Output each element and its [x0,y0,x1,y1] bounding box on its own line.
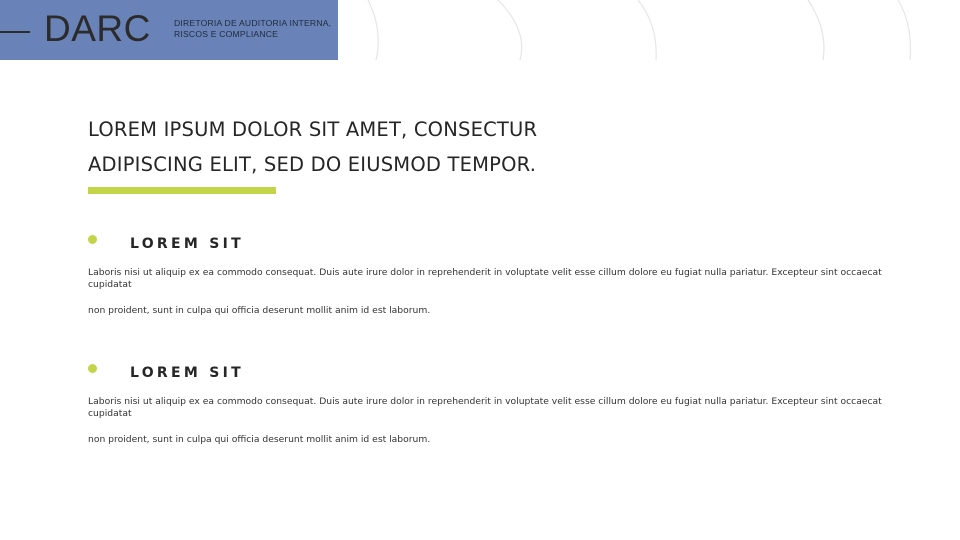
arc-line [498,0,522,60]
page-title [88,112,688,182]
section-paragraph: Laboris nisi ut aliquip ex ea commodo consequat. Duis aute irure dolor in reprehenderit in voluptate velit esse cillum dolore eu fugiat nulla pariatur. Excepteur sint occaecat cupidatat [88,267,882,290]
decorative-arcs [338,0,960,60]
arc-line [638,0,656,60]
section-heading: LOREM SIT [130,236,245,252]
logo: DARC [44,8,151,49]
section-heading: LOREM SIT [130,365,245,381]
title-underline-bar [88,187,276,194]
header-rule [0,31,30,33]
section-paragraph: non proident, sunt in culpa qui officia deserunt mollit anim id est laborum. [88,305,431,316]
section-body [88,267,888,317]
bullet-icon [88,364,97,373]
page-title-line: LOREM IPSUM DOLOR SIT AMET, CONSECTUR [88,118,538,141]
logo-subtitle [174,18,344,40]
section-paragraph: non proident, sunt in culpa qui officia deserunt mollit anim id est laborum. [88,434,431,445]
bullet-icon [88,235,97,244]
section-body [88,396,888,446]
arc-line [808,0,824,60]
arc-line [368,0,378,60]
logo-subtitle-line: RISCOS E COMPLIANCE [174,29,279,39]
section-paragraph: Laboris nisi ut aliquip ex ea commodo consequat. Duis aute irure dolor in reprehenderit in voluptate velit esse cillum dolore eu fugiat nulla pariatur. Excepteur sint occaecat cupidatat [88,396,882,419]
page-title-line: ADIPISCING ELIT, SED DO EIUSMOD TEMPOR. [88,153,537,176]
logo-subtitle-line: DIRETORIA DE AUDITORIA INTERNA, [174,18,332,28]
arc-line [898,0,911,60]
